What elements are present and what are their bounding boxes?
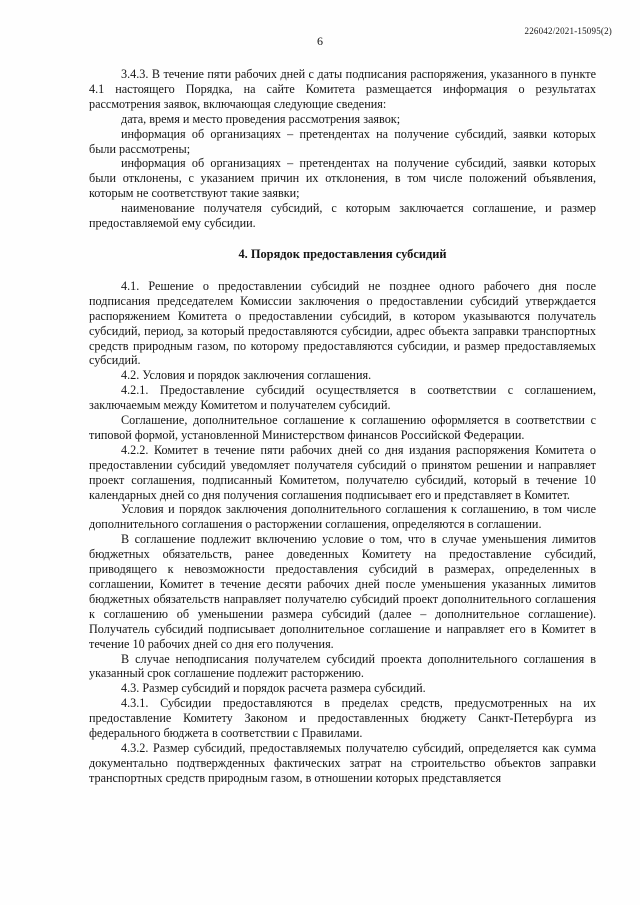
document-id: 226042/2021-15095(2) — [524, 26, 612, 36]
paragraph: 4.3.1. Субсидии предоставляются в пределах средств, предусмотренных на их предоставление Комитету Законом и предоставленных бюджету Санкт-Петербурга из федерального бюджета в соответствии с Правилами. — [89, 696, 596, 741]
paragraph: Условия и порядок заключения дополнительного соглашения к соглашению, в том числе дополнительного соглашения о расторжении соглашения, определяются в соглашении. — [89, 502, 596, 532]
paragraph: информация об организациях – претендентах на получение субсидий, заявки которых были рассмотрены; — [89, 126, 596, 156]
paragraph: дата, время и место проведения рассмотрения заявок; — [121, 111, 401, 126]
paragraph: 4.3. Размер субсидий и порядок расчета размера субсидий. — [121, 681, 426, 696]
paragraph: Соглашение, дополнительное соглашение к соглашению оформляется в соответствии с типовой формой, установленной Министерством финансов Российской Федерации. — [89, 413, 596, 442]
paragraph: 4.3.2. Размер субсидий, предоставляемых получателю субсидий, определяется как сумма документально подтвержденных фактических затрат на строительство объектов заправки транспортных средств природным газом, в отношении которых представляется — [89, 740, 596, 785]
paragraph: информация об организациях – претендентах на получение субсидий, заявки которых были отклонены, с указанием причин их отклонения, в том числе положений объявления, которым не соответствуют такие заявки; — [89, 156, 596, 201]
section-heading: 4. Порядок предоставления субсидий — [238, 246, 447, 261]
paragraph: 3.4.3. В течение пяти рабочих дней с даты подписания распоряжения, указанного в пункте 4.1 настоящего Порядка, на сайте Комитета размещается информация о результатах рассмотрения заявок, включающая следующие сведения: — [89, 67, 596, 111]
paragraph: наименование получателя субсидий, с которым заключается соглашение, и размер предоставляемой ему субсидии. — [89, 201, 596, 231]
paragraph: В случае неподписания получателем субсидий проекта дополнительного соглашения в указанный срок соглашение подлежит расторжению. — [89, 651, 596, 681]
paragraph: 4.2.2. Комитет в течение пяти рабочих дней со дня издания распоряжения Комитета о предоставлении субсидий уведомляет получателя субсидий о принятом решении и направляет проект соглашения, подписанный Комитетом, получателю субсидий, который в течение 10 календарных дней со дня получения соглашения подписывает его и представляет в Комитет. — [89, 442, 596, 502]
paragraph: 4.2.1. Предоставление субсидий осуществляется в соответствии с соглашением, заключаемым между Комитетом и получателем субсидий. — [89, 383, 596, 413]
paragraph: 4.2. Условия и порядок заключения соглашения. — [121, 368, 372, 383]
document-body — [89, 67, 596, 786]
paragraph: 4.1. Решение о предоставлении субсидий не позднее одного рабочего дня после подписания председателем Комиссии заключения о предоставлении субсидий утверждается распоряжением Комитета о предоставлении субсидий, в котором указываются получатель субсидий, период, за который предоставляются субсидии, адрес объекта заправки транспортных средств природным газом, по которому предоставляются субсидии, и размер предоставляемых субсидий. — [89, 278, 596, 368]
paragraph: В соглашение подлежит включению условие о том, что в случае уменьшения лимитов бюджетных обязательств, ранее доведенных Комитету на предоставление субсидий, приводящего к невозможности предоставления субсидий в размерах, определенных в соглашении, Комитет в течение десяти рабочих дней после уменьшения указанных лимитов бюджетных обязательств направляет получателю субсидий проект дополнительного соглашения к соглашению об уменьшении размера субсидий (далее – дополнительное соглашение). Получатель субсидий подписывает дополнительное соглашение и направляет его в Комитет в течение 10 рабочих дней со дня его получения. — [89, 532, 596, 651]
page-number: 6 — [317, 34, 323, 48]
